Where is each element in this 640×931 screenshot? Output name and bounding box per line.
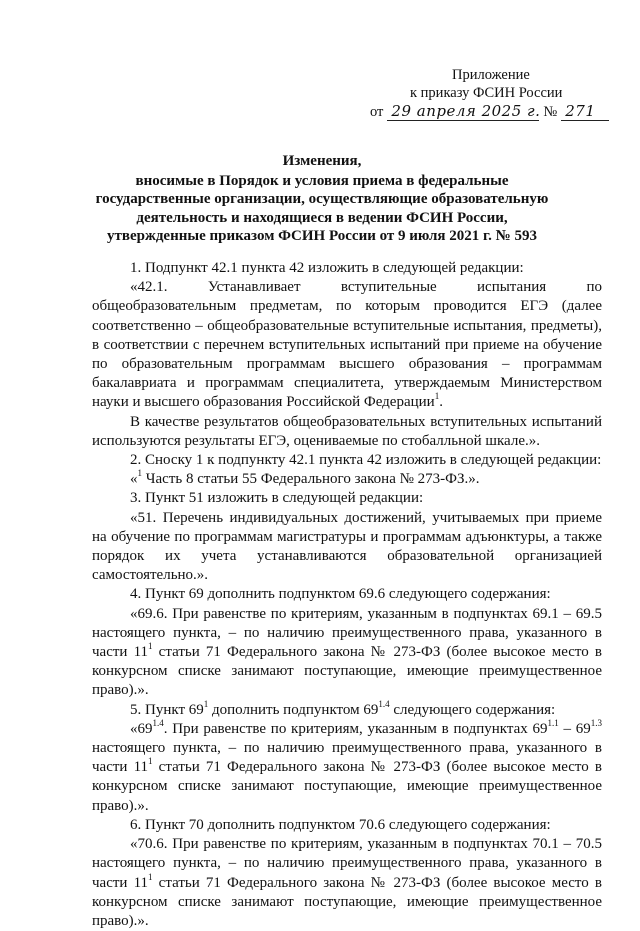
footnote-mark: 1	[434, 391, 440, 402]
paragraph-8: 4. Пункт 69 дополнить подпунктом 69.6 следующего содержания:	[130, 586, 551, 603]
superscript: 1.3	[590, 717, 602, 728]
paragraph-11-text-b: . При равенстве по критериям, указанным в подпунктах 69	[163, 720, 548, 737]
paragraph-6: 3. Пункт 51 изложить в следующей редакции:	[130, 490, 424, 507]
paragraph-2	[92, 278, 602, 412]
paragraph-2-end: .	[439, 394, 443, 411]
document-body	[92, 259, 602, 931]
appendix-block	[370, 66, 609, 121]
heading-title: Изменения,	[282, 153, 362, 169]
paragraph-11-text-d: настоящего пункта, – по наличию преимущественного права, указанного в части 11	[92, 740, 602, 776]
paragraph-9	[92, 605, 602, 701]
paragraph-5	[92, 470, 602, 489]
appendix-order-ref: к приказу ФСИН России	[410, 85, 563, 101]
appendix-title: Приложение	[452, 67, 530, 83]
paragraph-12: 6. Пункт 70 дополнить подпунктом 70.6 следующего содержания:	[130, 816, 551, 833]
heading-subtitle: вносимые в Порядок и условия приема в федеральные государственные организации, осуществляющие образовательную деятельность и находящиеся в ведении ФСИН России, утвержденные приказом ФСИН России от 9 июля 2021 г. № 593	[95, 172, 549, 244]
superscript: 1	[203, 698, 209, 709]
paragraph-11	[92, 717, 602, 816]
superscript: 1.1	[547, 717, 559, 728]
paragraph-5-open: «	[130, 471, 138, 488]
footnote-mark: 1	[137, 468, 142, 479]
appendix-date-line	[370, 102, 609, 121]
paragraph-11-text-c: – 69	[558, 720, 591, 737]
superscript: 1.4	[378, 698, 390, 709]
paragraph-7: «51. Перечень индивидуальных достижений, учитываемых при приеме на обучение по программам магистратуры и программам адъюнктуры, а также порядок их учета устанавливаются образовательной организацией самостоятельно.».	[92, 509, 602, 584]
superscript: 1	[148, 871, 153, 882]
handwritten-date: 29 апреля 2025 г.	[387, 102, 539, 121]
handwritten-number: 271	[561, 102, 609, 121]
paragraph-3: В качестве результатов общеобразовательных вступительных испытаний используются результаты ЕГЭ, оцениваемые по стобалльной шкале.».	[92, 413, 602, 449]
paragraph-5-text: Часть 8 статьи 55 Федерального закона № 273-ФЗ.».	[142, 471, 480, 488]
paragraph-2-text: «42.1. Устанавливает вступительные испытания по общеобразовательным предметам, по которым проводится ЕГЭ (далее соответственно – общеобразовательные вступительные испытания, предметы), в соответствии с перечнем вступительных испытаний при приеме на обучение по образовательным программам высшего образования – программам бакалавриата и программам специалитета, утверждаемым Министерством науки и высшего образования Российской Федерации	[92, 279, 602, 411]
paragraph-13-text-b: статьи 71 Федерального закона № 273-ФЗ (более высокое место в конкурсном списке занимают поступающие, имеющие преимущественное право).».	[92, 874, 602, 929]
paragraph-11-text-a: «69	[130, 720, 153, 737]
document-heading	[92, 152, 552, 246]
paragraph-10-text-a: 5. Пункт 69	[130, 701, 204, 718]
paragraph-13	[92, 835, 602, 931]
number-sign: №	[543, 104, 558, 120]
from-label: от	[370, 104, 384, 120]
paragraph-10-text-c: следующего содержания:	[389, 701, 556, 718]
paragraph-13-text-a: «70.6. При равенстве по критериям, указанным в подпунктах 70.1 – 70.5 настоящего пункта, – по наличию преимущественного права, указанного в части 11	[92, 836, 602, 891]
paragraph-10	[92, 698, 602, 720]
paragraph-1: 1. Подпункт 42.1 пункта 42 изложить в следующей редакции:	[130, 260, 524, 276]
paragraph-9-text-a: «69.6. При равенстве по критериям, указанным в подпунктах 69.1 – 69.5 настоящего пункта, – по наличию преимущественного права, указанного в части 11	[92, 605, 602, 661]
paragraph-4: 2. Сноску 1 к подпункту 42.1 пункта 42 изложить в следующей редакции:	[130, 452, 602, 469]
superscript: 1	[148, 641, 153, 652]
paragraph-11-text-e: статьи 71 Федерального закона № 273-ФЗ (более высокое место в конкурсном списке занимают поступающие, имеющие преимущественное право).».	[92, 759, 602, 814]
superscript: 1.4	[152, 717, 164, 728]
paragraph-10-text-b: дополнить подпунктом 69	[208, 701, 379, 718]
superscript: 1	[148, 756, 153, 767]
paragraph-9-text-b: статьи 71 Федерального закона № 273-ФЗ (более высокое место в конкурсном списке занимают поступающие, имеющие преимущественное право).».	[92, 644, 602, 699]
